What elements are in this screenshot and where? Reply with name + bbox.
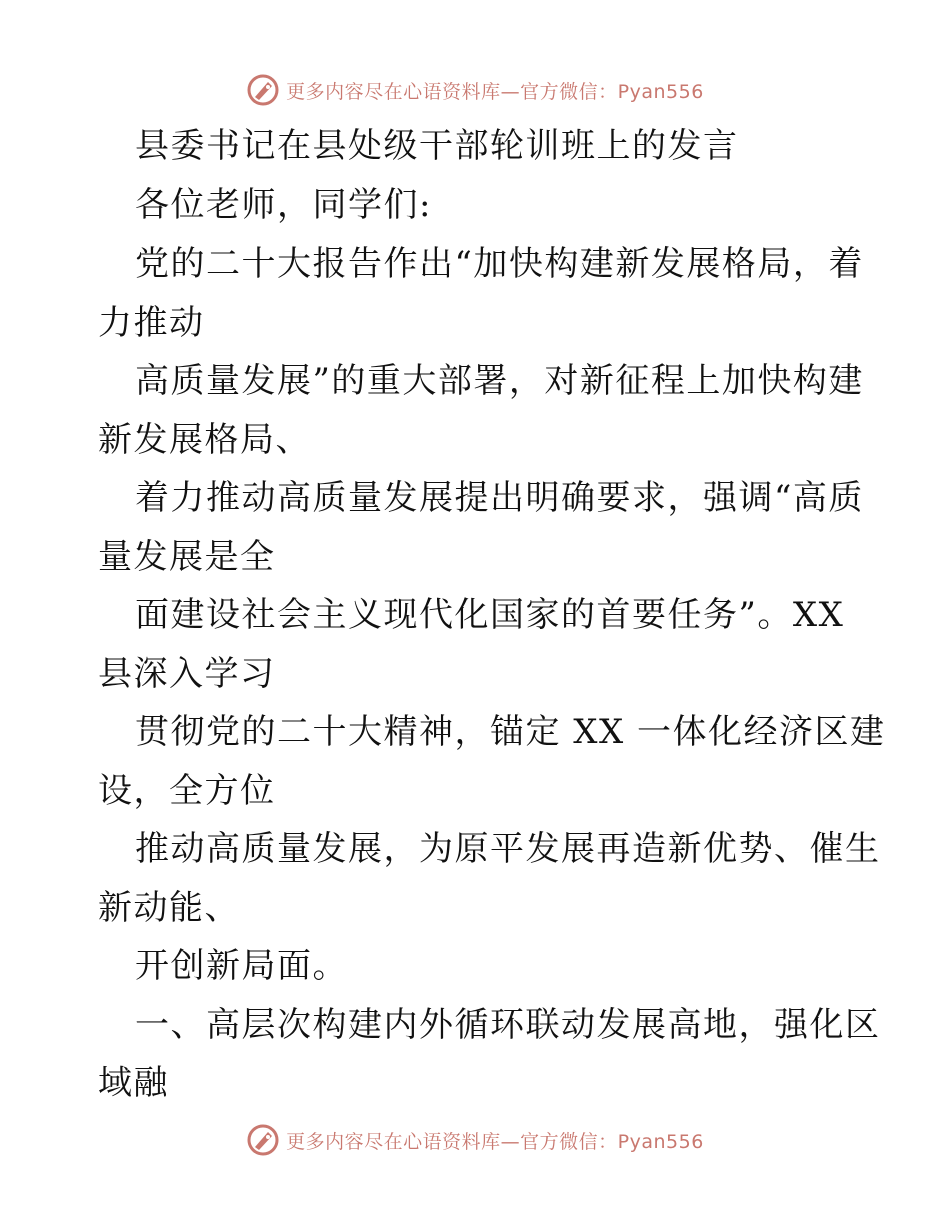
pen-nib-logo-icon [246, 73, 280, 107]
paragraph-line: 开创新局面。 [135, 946, 348, 986]
paragraph-line: 推动高质量发展，为原平发展再造新优势、催生 [135, 829, 881, 869]
footer-banner [0, 1120, 950, 1160]
section-heading-continued: 域融 [98, 1063, 169, 1103]
paragraph-line: 力推动 [98, 303, 205, 343]
document-title: 县委书记在县处级干部轮训班上的发言 [135, 126, 739, 166]
banner-text: 更多内容尽在心语资料库—官方微信：Pyan556 [286, 80, 704, 103]
paragraph-line: 县深入学习 [98, 654, 276, 694]
paragraph-line: 贯彻党的二十大精神，锚定 XX 一体化经济区建 [135, 712, 886, 752]
paragraph-line: 新动能、 [98, 888, 240, 928]
salutation: 各位老师，同学们: [135, 185, 432, 225]
paragraph-line: 面建设社会主义现代化国家的首要任务”。XX [135, 595, 845, 635]
section-heading: 一、高层次构建内外循环联动发展高地，强化区 [135, 1005, 881, 1045]
paragraph-line: 高质量发展”的重大部署，对新征程上加快构建 [135, 361, 864, 401]
paragraph-line: 党的二十大报告作出“加快构建新发展格局，着 [135, 244, 864, 284]
paragraph-line: 量发展是全 [98, 537, 276, 577]
paragraph-line: 设，全方位 [98, 771, 276, 811]
header-banner [0, 70, 950, 110]
paragraph-line: 着力推动高质量发展提出明确要求，强调“高质 [135, 478, 864, 518]
paragraph-line: 新发展格局、 [98, 420, 311, 460]
banner-group [246, 1123, 704, 1157]
banner-text: 更多内容尽在心语资料库—官方微信：Pyan556 [286, 1130, 704, 1153]
banner-group [246, 73, 704, 107]
pen-nib-logo-icon [246, 1123, 280, 1157]
